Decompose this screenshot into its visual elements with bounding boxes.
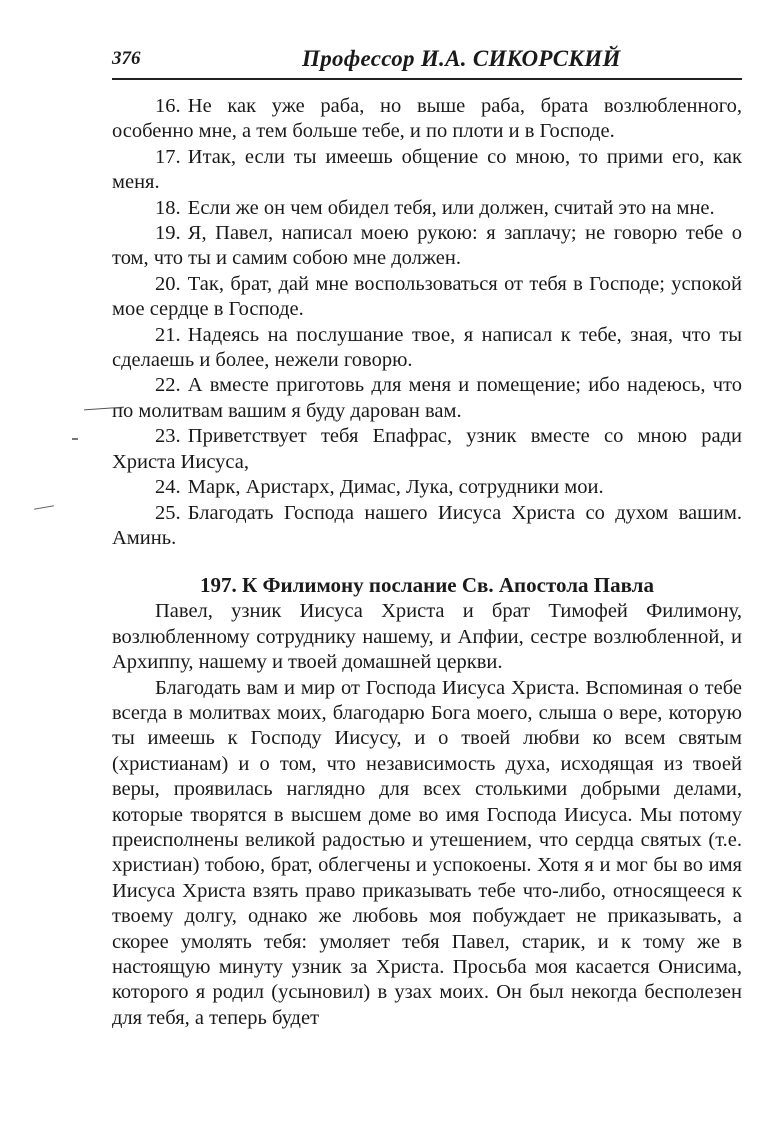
body-paragraph: Благодать вам и мир от Господа Иисуса Христа. Вспоминая о тебе всегда в молитвах моих, благодарю Бога моего, слыша о вере, которую ты имеешь к Господу Иисусу, и о твоей любви ко всем святым (христианам) и о том, что независимость духа, исходящая из твоей веры, проявилась наглядно для всех столькими добрыми делами, которые творятся в высшем доме во имя Господа Иисуса. Мы потому преисполнены великой радостью и утешением, что сердца святых (т.е. христиан) тобою, брат, облегчены и успокоены. Хотя я и мог бы во имя Иисуса Христа взять право приказывать тебе что-либо, относящееся к твоему долгу, однако же любовь моя побуждает не приказывать, а скорее умолять тебя: умоляет тебя Павел, старик, и к тому же в настоящую минуту узник за Христа. Просьба моя касается Онисима, которого я родил (усыновил) в узах моих. Он был некогда бесполезен для тебя, а теперь будет [112, 676, 742, 1029]
verse-paragraph [112, 501, 742, 552]
verse-number: 16. [155, 95, 181, 117]
verse-paragraph [112, 475, 742, 500]
page-number: 376 [112, 48, 141, 69]
verse-text: А вместе приготовь для меня и помещение; ибо надеюсь, что по молитвам вашим я буду дарован вам. [112, 374, 742, 422]
verse-text: Так, брат, дай мне воспользоваться от тебя в Господе; успокой мое сердце в Господе. [112, 272, 742, 321]
verse-paragraph [112, 196, 742, 221]
verse-number: 17. [155, 145, 181, 168]
verse-paragraph [112, 424, 742, 475]
verse-text: Итак, если ты имеешь общение со мною, то прими его, как меня. [112, 145, 742, 194]
verse-text: Если же он чем обидел тебя, или должен, считай это на мне. [187, 196, 715, 219]
verse-number: 24. [155, 476, 181, 499]
verse-number: 18. [155, 196, 181, 219]
verse-number: 19. [155, 222, 181, 245]
verse-paragraph [112, 373, 742, 424]
verse-text: Приветствует тебя Епафрас, узник вместе со мною ради Христа Иисуса, [112, 425, 742, 473]
verse-paragraph [112, 221, 742, 272]
verse-number: 20. [155, 272, 181, 295]
body-text [112, 94, 742, 1031]
running-title: Профессор И.А. СИКОРСКИЙ [302, 46, 621, 71]
body-paragraph: Павел, узник Иисуса Христа и брат Тимофей Филимону, возлюбленному сотруднику нашему, и Апфии, сестре возлюбленной, и Архиппу, нашему и твоей домашней церкви. [112, 600, 742, 674]
verse-text: Марк, Аристарх, Димас, Лука, сотрудники мои. [187, 476, 604, 499]
verse-number: 25. [155, 501, 181, 524]
section-heading: 197. К Филимону послание Св. Апостола Павла [200, 573, 654, 598]
margin-pencil-mark [34, 505, 54, 509]
verse-text: Благодать Господа нашего Иисуса Христа со духом вашим. Аминь. [112, 501, 742, 549]
margin-pencil-mark [72, 438, 78, 440]
verse-text: Я, Павел, написал моею рукою: я заплачу; не говорю тебе о том, что ты и самим собою мне должен. [112, 222, 742, 270]
verse-number: 21. [155, 323, 181, 346]
verse-paragraph [112, 272, 742, 323]
verse-number: 23. [155, 425, 181, 448]
verse-text: Не как уже раба, но выше раба, брата возлюбленного, особенно мне, а тем больше тебе, и по плоти и в Господе. [112, 95, 742, 143]
verse-text: Надеясь на послушание твое, я написал к тебе, зная, что ты сделаешь и более, нежели говорю. [112, 323, 742, 372]
verse-paragraph [112, 323, 742, 374]
verse-number: 22. [155, 374, 181, 397]
running-header [112, 46, 742, 80]
verse-paragraph [112, 94, 742, 145]
verse-paragraph [112, 145, 742, 196]
